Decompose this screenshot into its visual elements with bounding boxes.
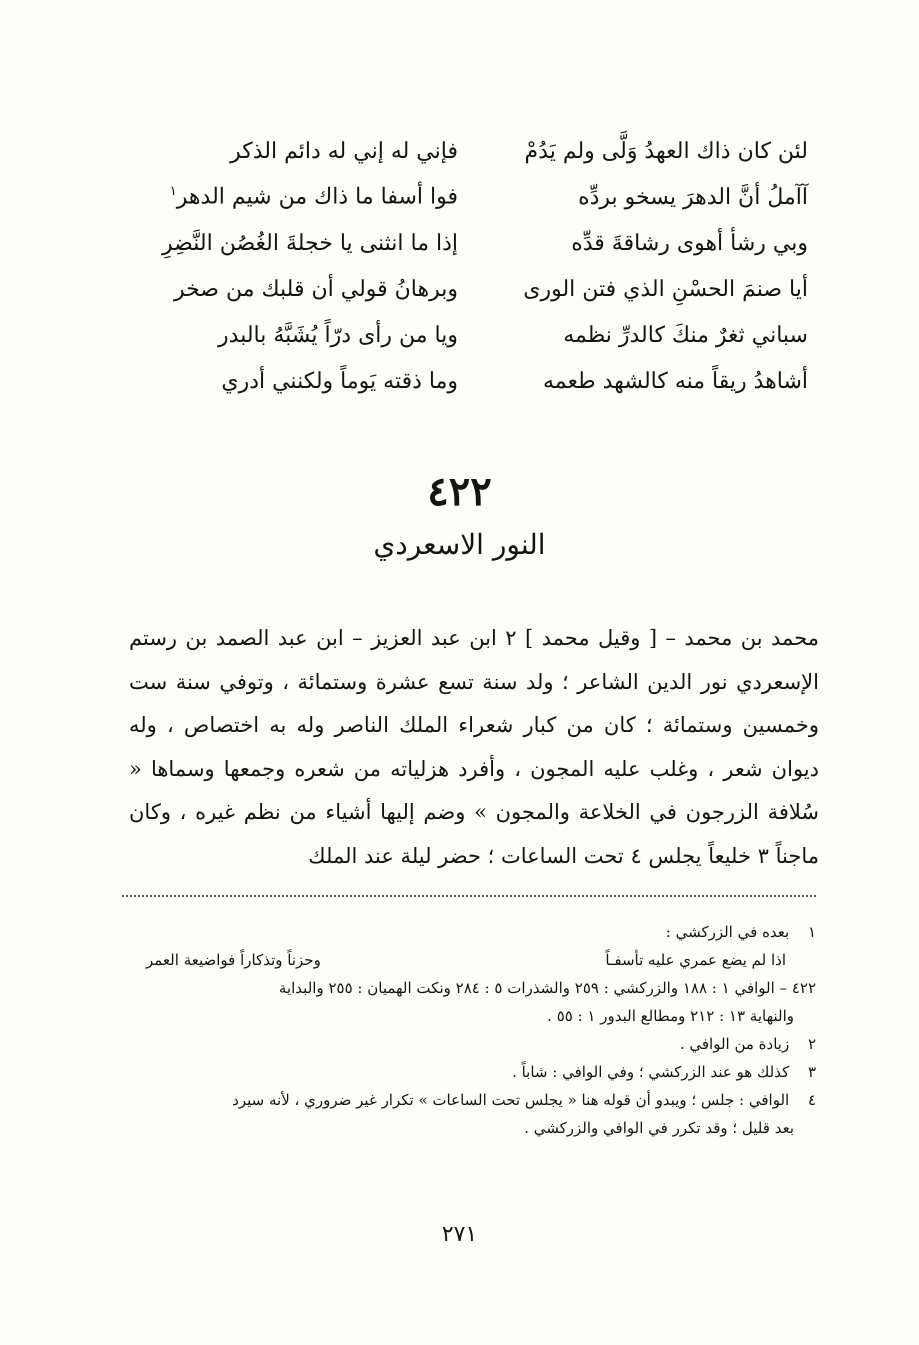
footnote-number: ٣ xyxy=(807,1063,816,1081)
verse-first-hemistich: أشاهدُ ريقاً منه كالشهد طعمه xyxy=(543,368,808,394)
footnote-text: كذلك هو عند الزركشي ؛ وفي الوافي : شاباً . xyxy=(512,1063,790,1081)
footnote-entry-number: ٤٢٢ xyxy=(791,979,816,997)
footnote-references xyxy=(116,974,816,1002)
verse-first-hemistich: سباني ثغرٌ منكَ كالدرِّ نظمه xyxy=(563,322,808,348)
footnote-text: زيادة من الوافي . xyxy=(679,1035,790,1053)
poem-verse xyxy=(128,128,808,174)
footnote-continuation: بعد قليل ؛ وقد تكرر في الوافي والزركشي . xyxy=(524,1119,794,1137)
biography-text xyxy=(129,617,819,878)
poem-verse xyxy=(128,174,808,220)
verse-first-hemistich: أيا صنمَ الحسْنِ الذي فتن الورى xyxy=(523,276,808,302)
footnote-number: ٢ xyxy=(807,1035,816,1053)
entry-title: النور الاسعردي xyxy=(373,528,546,561)
verse-text: فوا أسفا ما ذاك من شيم الدهر xyxy=(176,184,458,210)
footnote-continuation: والنهاية ١٣ : ٢١٢ ومطالع البدور ١ : ٥٥ . xyxy=(547,1007,794,1025)
verse-second-hemistich: ويا من رأى درّاً يُشَبَّهُ بالبدر xyxy=(218,322,458,348)
footnote-1 xyxy=(116,918,816,946)
footnote-verse xyxy=(116,946,816,974)
footnotes xyxy=(116,918,816,1142)
footnote-4 xyxy=(116,1086,816,1114)
footnote-marker: ١ xyxy=(169,184,177,200)
footnote-number: ١ xyxy=(807,923,816,941)
footnote-text: – الوافي ١ : ١٨٨ والزركشي : ٢٥٩ والشذرات ٥ : ٢٨٤ ونكت الهميان : ٢٥٥ والبداية xyxy=(278,979,788,997)
poem xyxy=(128,128,808,404)
poem-verse xyxy=(128,220,808,266)
verse-second-hemistich: إذا ما انثنى يا خجلةَ الغُصُن النَّضِرِ xyxy=(162,230,458,256)
verse-first-hemistich: آآملُ أنَّ الدهرَ يسخو بردِّه xyxy=(578,184,808,210)
entry-number: ٤٢٢ xyxy=(427,468,492,515)
verse-second-hemistich: وبرهانُ قولي أن قلبك من صخر xyxy=(173,276,458,302)
footnote-2 xyxy=(116,1030,816,1058)
poem-verse xyxy=(128,358,808,404)
footnote-divider xyxy=(122,895,816,897)
footnote-text: بعده في الزركشي : xyxy=(665,923,790,941)
verse-second-hemistich: وما ذقته يَوماً ولكنني أدري xyxy=(221,368,458,394)
footnote-number: ٤ xyxy=(807,1091,816,1109)
poem-verse xyxy=(128,312,808,358)
poem-verse xyxy=(128,266,808,312)
verse-second-hemistich: فإني له إني له دائم الذكر xyxy=(230,138,458,164)
verse-first-hemistich: لئن كان ذاك العهدُ وَلَّى ولم يَدُمْ xyxy=(524,138,808,164)
footnote-text: الوافي : جلس ؛ ويبدو أن قوله هنا « يجلس تحت الساعات » تكرار غير ضروري ، لأنه سيرد xyxy=(232,1091,790,1109)
verse-first-hemistich: وبي رشأ أهوى رشاقةَ قدِّه xyxy=(571,230,808,256)
body-paragraph: محمد بن محمد – [ وقيل محمد ] ٢ ابن عبد العزيز – ابن عبد الصمد بن رستم الإسعردي نور الدين الشاعر ؛ ولد سنة تسع عشرة وستمائة ، وتوفي سنة ست وخمسين وستمائة ؛ كان من كبار شعراء الملك الناصر وله به اختصاص ، وله ديوان شعر ، وغلب عليه المجون ، وأفرد هزلياته من شعره وجمعها وسماها « سُلافة الزرجون في الخلاعة والمجون » وضم إليها أشياء من نظم غيره ، وكان ماجناً ٣ خليعاً يجلس ٤ تحت الساعات ؛ حضر ليلة عند الملك xyxy=(129,626,819,868)
footnote-verse-first: اذا لم يضع عمري عليه تأسفـاً xyxy=(605,951,786,969)
footnote-verse-second: وحزناً وتذكاراً فواضيعة العمر xyxy=(146,951,321,969)
footnote-3 xyxy=(116,1058,816,1086)
verse-second-hemistich xyxy=(128,184,458,209)
page-number: ٢٧١ xyxy=(441,1222,478,1247)
